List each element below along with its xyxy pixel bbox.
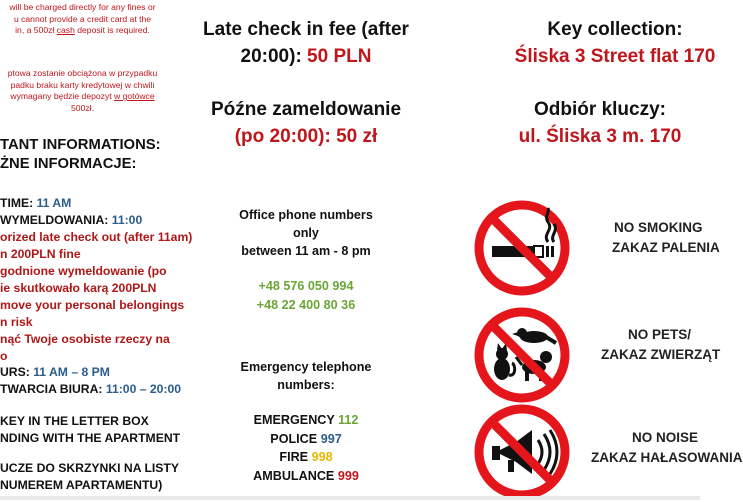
emergency-number[interactable]: 112: [338, 413, 359, 427]
notice-text: in, a 500zł: [15, 25, 57, 35]
checkout-label: WYMELDOWANIA:: [0, 213, 112, 227]
no-noise-label: [591, 428, 743, 468]
emergency-row: [186, 430, 426, 449]
office-hours-pl: [0, 381, 181, 398]
notice-line: [0, 91, 165, 103]
bottom-border: [0, 496, 700, 500]
key-return-en: [0, 413, 180, 447]
no-smoking-icon: [472, 198, 572, 298]
emergency-number[interactable]: 999: [337, 468, 359, 483]
phones-line: Office phone numbers: [239, 208, 373, 222]
emergency-label: POLICE: [270, 431, 321, 446]
notice-text: deposit is required.: [74, 25, 150, 35]
sign-line: ZAKAZ ZWIERZĄT: [601, 347, 721, 362]
late-line: nąć Twoje osobiste rzeczy na: [0, 332, 170, 346]
notice-line: u cannot provide a credit card at the: [13, 13, 152, 24]
notice-text: wymagany będzie depozyt: [10, 91, 115, 101]
late-line: orized late check out (after 11am): [0, 230, 193, 244]
late-line: n 200PLN fine: [0, 247, 81, 261]
emergency-number[interactable]: 997: [320, 431, 342, 446]
key-address: ul. Śliska 3 m. 170: [518, 126, 682, 147]
fine-notice-pl: [0, 68, 165, 114]
notice-text-underlined: w gotówce: [114, 91, 155, 101]
no-pets-label: [601, 325, 721, 365]
emergency-row: [186, 467, 426, 486]
sign-line: NO PETS/: [628, 327, 692, 342]
office-phones-title: [186, 206, 426, 260]
emergency-label: AMBULANCE: [253, 468, 338, 483]
sign-line: NO SMOKING: [614, 220, 703, 235]
key-address: Śliska 3 Street flat 170: [514, 46, 716, 67]
fine-notice-en: [0, 2, 165, 37]
emergency-list: [186, 411, 426, 485]
sign-line: ZAKAZ PALENIA: [612, 240, 720, 255]
late-line: move your personal belongings: [0, 298, 185, 312]
important-heading-pl: ŻNE INFORMACJE:: [0, 156, 137, 172]
notice-line: [0, 25, 165, 37]
late-checkout-notice: [0, 229, 192, 365]
phones-line: between 11 am - 8 pm: [241, 244, 371, 258]
office-value: 11:00 – 20:00: [105, 382, 182, 396]
sign-line: ZAKAZ HAŁASOWANIA: [591, 450, 743, 465]
late-fee-en: [186, 16, 426, 70]
fee-line: [186, 43, 426, 70]
emergency-number[interactable]: 998: [311, 450, 333, 464]
phones-line: only: [293, 226, 319, 240]
phone-number[interactable]: +48 576 050 994: [258, 279, 354, 293]
no-pets-icon: [472, 305, 572, 405]
key-line: UCZE DO SKRZYNKI NA LISTY: [0, 461, 179, 475]
emergency-label: FIRE: [279, 450, 312, 464]
hours-value: 11 AM – 8 PM: [33, 365, 110, 379]
office-phone-list: [186, 277, 426, 315]
checkout-value: 11:00: [111, 213, 143, 227]
emergency-row: [186, 448, 426, 467]
notice-line: ptowa zostanie obciążona w przypadku: [7, 68, 158, 78]
phone-number[interactable]: +48 22 400 80 36: [256, 298, 356, 312]
key-return-pl: [0, 460, 179, 494]
notice-line: will be charged directly for any fines or: [9, 2, 156, 12]
key-line: KEY IN THE LETTER BOX: [0, 414, 149, 428]
emergency-title-line: numbers:: [277, 378, 335, 392]
hours-label: URS:: [0, 365, 34, 379]
no-noise-icon: [472, 402, 572, 502]
important-heading-en: TANT INFORMATIONS:: [0, 137, 161, 153]
key-title: Odbiór kluczy:: [534, 99, 666, 120]
key-collection-en: [490, 16, 740, 70]
fee-amount: 50 PLN: [307, 46, 372, 67]
office-hours-en: [0, 364, 110, 381]
emergency-label: EMERGENCY: [253, 413, 339, 427]
checkout-time: [0, 212, 142, 229]
key-title: Key collection:: [547, 19, 683, 40]
emergency-row: [186, 411, 426, 430]
fee-text: 20:00):: [240, 46, 308, 67]
late-line: ie skutkowało karą 200PLN: [0, 281, 157, 295]
notice-line: padku braku karty kredytowej w chwili: [10, 79, 155, 90]
emergency-title-line: Emergency telephone: [240, 360, 372, 374]
sign-line: NO NOISE: [632, 430, 699, 445]
fee-line: Późne zameldowanie: [210, 99, 402, 120]
late-fee-pl: [186, 96, 426, 150]
notice-line: 500zł.: [71, 102, 94, 113]
checkin-value: 11 AM: [36, 196, 72, 210]
key-line: NUMEREM APARTAMENTU): [0, 478, 163, 492]
office-label: TWARCIA BIURA:: [0, 382, 106, 396]
late-line: n risk: [0, 315, 33, 329]
checkin-label: TIME:: [0, 196, 37, 210]
notice-text-underlined: cash: [56, 25, 75, 35]
checkin-time: [0, 195, 71, 212]
key-line: NDING WITH THE APARTMENT: [0, 431, 181, 445]
late-line: godnione wymeldowanie (po: [0, 264, 167, 278]
key-collection-pl: [490, 96, 710, 150]
emergency-title: [186, 358, 426, 394]
late-line: o: [0, 349, 8, 363]
fee-line: Late check in fee (after: [203, 19, 409, 40]
no-smoking-label: [614, 218, 720, 258]
fee-amount: (po 20:00): 50 zł: [234, 126, 378, 147]
